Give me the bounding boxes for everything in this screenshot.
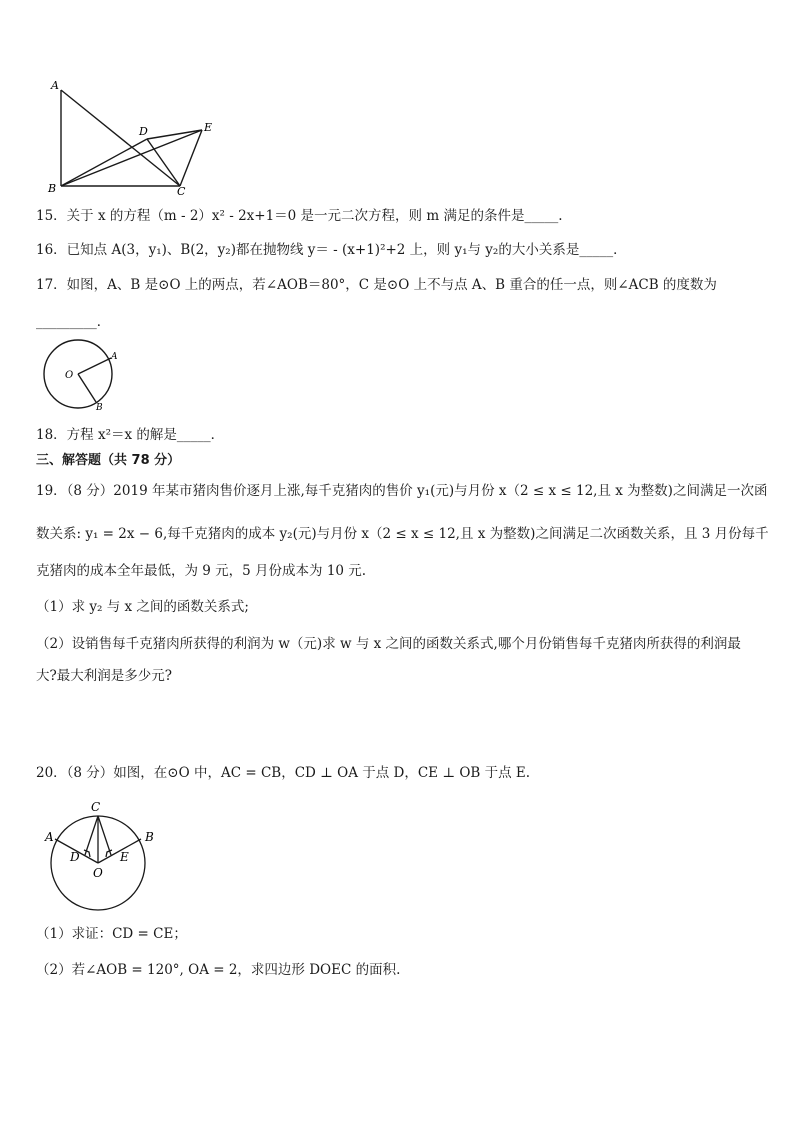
question-19-part-2-line-1: （2）设销售每千克猪肉所获得的利润为 w（元)求 w 与 x 之间的函数关系式,哪个月份销售每千克猪肉所获得的利润最	[36, 636, 741, 652]
label-b: B	[48, 182, 57, 195]
figure-circle-aob	[38, 336, 124, 416]
label-a: A	[111, 352, 118, 362]
question-15: 15．关于 x 的方程（m - 2）x² - 2x+1＝0 是一元二次方程，则 m 满足的条件是_____.	[36, 208, 563, 224]
label-a: A	[45, 830, 54, 844]
label-e: E	[204, 121, 213, 134]
label-d: D	[139, 125, 148, 138]
label-d: D	[70, 850, 80, 864]
label-a: A	[51, 79, 59, 92]
question-20-part-2: （2）若∠AOB = 120°, OA = 2，求四边形 DOEC 的面积.	[36, 962, 401, 978]
label-e: E	[120, 850, 129, 864]
question-19-line-3: 克猪肉的成本全年最低，为 9 元，5 月份成本为 10 元.	[36, 563, 367, 579]
question-18: 18．方程 x²＝x 的解是_____．	[36, 427, 225, 443]
label-b: B	[145, 830, 154, 844]
figure-triangles	[40, 76, 230, 198]
question-16: 16．已知点 A(3，y₁)、B(2，y₂)都在抛物线 y＝ - (x+1)²+2 上，则 y₁与 y₂的大小关系是_____．	[36, 242, 627, 258]
question-19-part-1: （1）求 y₂ 与 x 之间的函数关系式;	[36, 599, 249, 615]
label-o: O	[65, 370, 74, 381]
question-20-line-1: 20．（8 分）如图，在⊙O 中，AC = CB，CD ⊥ OA 于点 D，CE ⊥ OB 于点 E.	[36, 765, 531, 781]
label-c: C	[91, 800, 101, 814]
question-17-answer-blank: _________．	[36, 314, 111, 330]
question-19-part-2-line-2: 大?最大利润是多少元?	[36, 668, 172, 684]
question-20-part-1: （1）求证：CD = CE；	[36, 926, 187, 942]
question-17-line-1: 17．如图，A、B 是⊙O 上的两点，若∠AOB＝80°，C 是⊙O 上不与点 A、B 重合的任一点，则∠ACB 的度数为	[36, 277, 717, 293]
question-19-line-1: 19．（8 分）2019 年某市猪肉售价逐月上涨,每千克猪肉的售价 y₁(元)与月份 x（2 ≤ x ≤ 12,且 x 为整数)之间满足一次函	[36, 483, 768, 499]
label-b: B	[96, 403, 103, 413]
figure-circle-doec	[40, 796, 170, 926]
label-c: C	[177, 185, 186, 198]
label-o: O	[93, 866, 103, 880]
section-title: 三、解答题（共 78 分）	[36, 453, 181, 468]
question-19-line-2: 数关系: y₁ = 2x − 6,每千克猪肉的成本 y₂(元)与月份 x（2 ≤ x ≤ 12,且 x 为整数)之间满足二次函数关系，且 3 月份每千	[36, 526, 769, 542]
